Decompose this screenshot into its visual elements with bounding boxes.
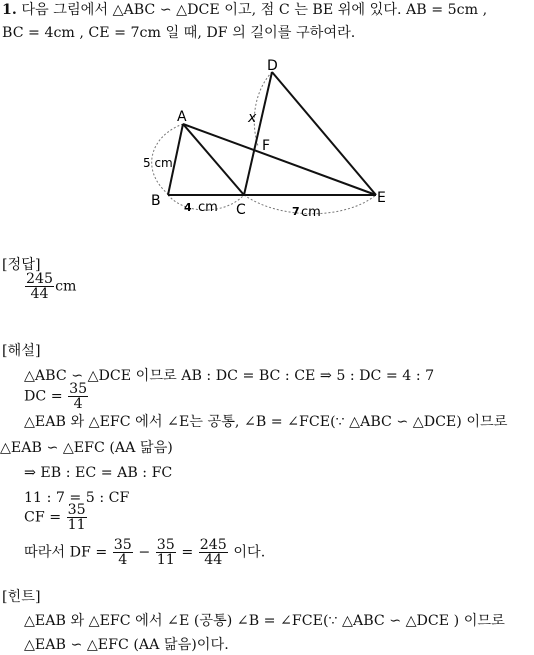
df-frac-c-num: 245 xyxy=(199,537,227,553)
problem-line-1 xyxy=(2,2,487,19)
problem-line-2 xyxy=(2,25,355,42)
solution-line-2 xyxy=(24,382,89,411)
label-e: E xyxy=(377,190,386,206)
cf-lhs: CF = xyxy=(24,509,62,526)
solution-line-8 xyxy=(24,538,265,567)
problem-text-2: BC = 4cm , CE = 7cm 일 때, DF 의 길이를 구하여라. xyxy=(2,25,356,41)
label-a: A xyxy=(177,109,187,125)
label-x: x xyxy=(248,110,257,126)
answer-fraction xyxy=(25,272,54,301)
dc-fraction xyxy=(68,382,88,411)
length-ce-num: 7 xyxy=(292,205,300,218)
answer-heading: [정답] xyxy=(2,257,41,273)
geometry-figure xyxy=(0,50,534,280)
label-d: D xyxy=(267,58,278,74)
hint-line-1: △EAB 와 △EFC 에서 ∠E (공통) ∠B = ∠FCE(∵ △ABC ∽ △DCE ) 이므로 xyxy=(24,613,505,629)
dc-denominator: 4 xyxy=(68,396,88,411)
solution-line-5: ⇒ EB : EC = AB : FC xyxy=(24,465,173,481)
df-equals: = xyxy=(181,544,194,561)
df-frac-b-den: 11 xyxy=(156,552,175,568)
df-minus: − xyxy=(138,544,151,561)
answer-denominator: 44 xyxy=(25,286,54,301)
solution-line-1: △ABC ∽ △DCE 이므로 AB : DC = BC : CE ⇒ 5 : DC = 4 : 7 xyxy=(24,368,435,384)
solution-line-4: △EAB ∽ △EFC (AA 닮음) xyxy=(0,440,173,456)
label-f: F xyxy=(262,138,271,154)
segment-dc xyxy=(244,72,272,195)
df-frac-a xyxy=(113,538,133,567)
df-frac-b-num: 35 xyxy=(156,537,175,553)
df-post: 이다. xyxy=(233,544,266,561)
length-bc-num: 4 xyxy=(184,201,192,214)
length-ab: 5 cm xyxy=(143,156,173,170)
hint-line-2: △EAB ∽ △EFC (AA 닮음)이다. xyxy=(24,637,229,653)
df-frac-a-den: 4 xyxy=(113,552,133,567)
label-b: B xyxy=(151,193,161,209)
answer-unit: cm xyxy=(55,278,77,295)
dc-lhs: DC = xyxy=(24,388,63,405)
answer-value xyxy=(24,272,77,301)
cf-denominator: 11 xyxy=(67,517,86,533)
solution-line-6: 11 : 7 = 5 : CF xyxy=(24,490,130,506)
dc-numerator: 35 xyxy=(69,381,88,397)
cf-numerator: 35 xyxy=(67,502,86,518)
cf-fraction xyxy=(67,503,87,532)
df-frac-a-num: 35 xyxy=(113,537,132,553)
solution-heading: [해설] xyxy=(2,343,41,359)
length-ce-unit: cm xyxy=(301,205,321,220)
solution-line-3: △EAB 와 △EFC 에서 ∠E는 공통, ∠B = ∠FCE(∵ △ABC ∽ △DCE) 이므로 xyxy=(24,414,508,430)
df-pre: 따라서 DF = xyxy=(24,544,108,561)
problem-text-1: 다음 그림에서 △ABC ∽ △DCE 이고, 점 C 는 BE 위에 있다. AB = 5cm , xyxy=(21,2,488,18)
hint-heading: [힌트] xyxy=(2,589,41,605)
df-frac-c-den: 44 xyxy=(199,552,228,567)
answer-numerator: 245 xyxy=(26,271,54,287)
problem-number: 1. xyxy=(2,2,17,18)
df-frac-c xyxy=(199,538,228,567)
length-bc-unit: cm xyxy=(198,200,218,215)
solution-line-7 xyxy=(24,503,88,532)
df-frac-b xyxy=(156,538,176,567)
label-c: C xyxy=(236,202,246,218)
